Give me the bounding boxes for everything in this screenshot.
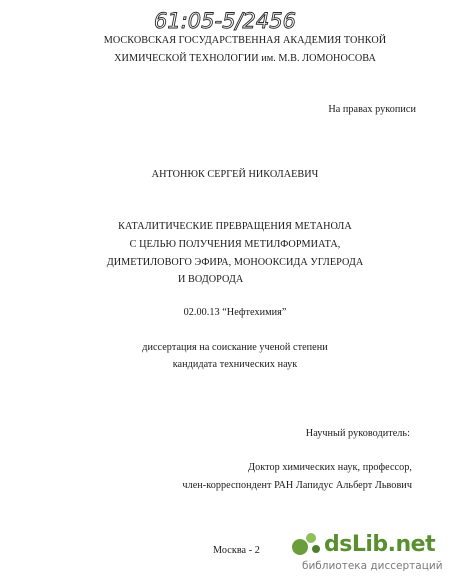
dslib-watermark[interactable] — [290, 531, 443, 577]
thesis-title-line-3: ДИМЕТИЛОВОГО ЭФИРА, МОНООКСИДА УГЛЕРОДА — [106, 257, 364, 268]
institution-line-1: МОСКОВСКАЯ ГОСУДАРСТВЕННАЯ АКАДЕМИЯ ТОНКОЙ — [103, 35, 387, 46]
supervisor-label: Научный руководитель: — [305, 428, 410, 439]
manuscript-note: На правах рукописи — [328, 104, 416, 115]
thesis-title-line-2: С ЦЕЛЬЮ ПОЛУЧЕНИЯ МЕТИЛФОРМИАТА, — [129, 239, 341, 250]
handwritten-archive-number — [150, 2, 310, 36]
degree-line-2: кандидата технических наук — [172, 359, 298, 370]
institution-line-2: ХИМИЧЕСКОЙ ТЕХНОЛОГИИ им. М.В. ЛОМОНОСОВА — [114, 53, 376, 64]
dslib-logo-icon — [290, 531, 324, 559]
specialty-code: 02.00.13 “Нефтехимия” — [183, 307, 287, 318]
watermark-subtitle: библиотека диссертаций — [302, 560, 443, 572]
supervisor-name: член-корреспондент РАН Лапидус Альберт Львович — [182, 480, 412, 491]
author-name: АНТОНЮК СЕРГЕЙ НИКОЛАЕВИЧ — [151, 169, 319, 180]
supervisor-degree: Доктор химических наук, профессор, — [248, 462, 412, 473]
city-year: Москва - 2 — [213, 545, 260, 556]
thesis-title-line-1: КАТАЛИТИЧЕСКИЕ ПРЕВРАЩЕНИЯ МЕТАНОЛА — [118, 221, 352, 232]
handwritten-archive-number-text: 61:05-5/2456 — [154, 9, 296, 33]
watermark-brand: dsLib.net — [324, 532, 436, 557]
degree-line-1: диссертация на соискание ученой степени — [142, 342, 328, 353]
thesis-title-line-4: И ВОДОРОДА — [178, 274, 244, 285]
